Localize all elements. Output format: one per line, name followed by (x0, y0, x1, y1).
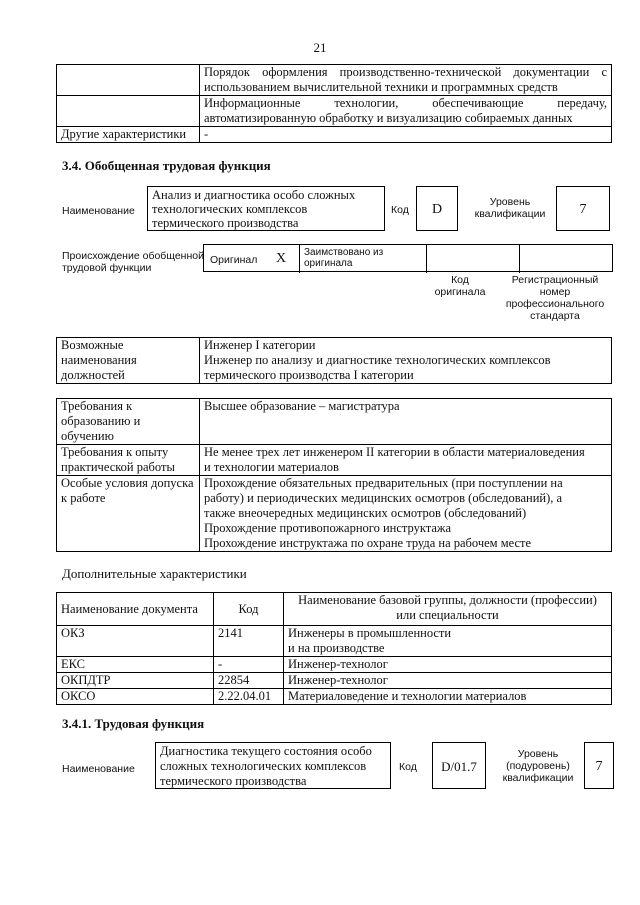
table-row: ЕКС - Инженер-технолог (57, 657, 612, 673)
page-number: 21 (313, 40, 327, 55)
level-value: 7 (556, 186, 610, 231)
table-row: ОКПДТР 22854 Инженер-технолог (57, 673, 612, 689)
origin-table: Оригинал X Заимствовано из оригинала (203, 244, 613, 272)
table-row: Информационные технологии, обеспечивающие передачу, автоматизированную обработку и визуализацию собираемых данных (57, 96, 612, 127)
table-row: Порядок оформления производственно-технической документации с использованием вычислительной техники и программных средств (57, 65, 612, 96)
origin-label: Происхождение обобщенной трудовой функции (62, 250, 204, 274)
section-title: 3.4.1. Трудовая функция (62, 716, 205, 731)
positions-table (56, 337, 612, 384)
table-row: Наименование документа Код Наименование базовой группы, должности (профессии) или специальности (57, 593, 612, 626)
code-original-label: Код оригинала (434, 274, 486, 298)
name-label: Наименование (62, 205, 135, 217)
reg-number-label: Регистрационный номер профессионального стандарта (505, 274, 605, 322)
name-label: Наименование (62, 763, 135, 775)
original-mark: X (276, 251, 287, 266)
code-value: D/01.7 (432, 742, 486, 789)
table-row: Требования к опыту практической работы Не менее трех лет инженером II категории в области материаловедения и технологии материалов (57, 445, 612, 476)
code-value: D (416, 186, 458, 231)
name-value: Диагностика текущего состояния особо сложных технологических комплексов термического производства (155, 742, 391, 789)
level-label: Уровень (подуровень) квалификации (502, 748, 574, 784)
requirements-table (56, 398, 612, 552)
additional-table (56, 592, 612, 705)
additional-title: Дополнительные характеристики (62, 566, 247, 581)
table-row: Другие характеристики - (57, 127, 612, 143)
section-title: 3.4. Обобщенная трудовая функция (62, 158, 271, 173)
table-row: Требования к образованию и обучению Высшее образование – магистратура (57, 399, 612, 445)
table-row: ОКЗ 2141 Инженеры в промышленности и на производстве (57, 626, 612, 657)
table-row: Особые условия допуска к работе Прохождение обязательных предварительных (при поступлении на работу) и периодических медицинских осмотров (обследований), а также внеочередных медицинских осмотров (обследований) Прохождение противопожарного инструктажа Прохождение инструктажа по охране труда на рабочем месте (57, 476, 612, 552)
table-row: Возможные наименования должностей Инженер I категории Инженер по анализу и диагностике технологических комплексов термического производства I категории (57, 338, 612, 384)
code-label: Код (391, 204, 409, 216)
top-table (56, 64, 612, 143)
level-label: Уровень квалификации (474, 196, 546, 220)
code-label: Код (399, 761, 417, 773)
name-value: Анализ и диагностика особо сложных технологических комплексов термического производства (147, 186, 385, 231)
table-row: ОКСО 2.22.04.01 Материаловедение и технологии материалов (57, 689, 612, 705)
level-value: 7 (584, 742, 614, 789)
